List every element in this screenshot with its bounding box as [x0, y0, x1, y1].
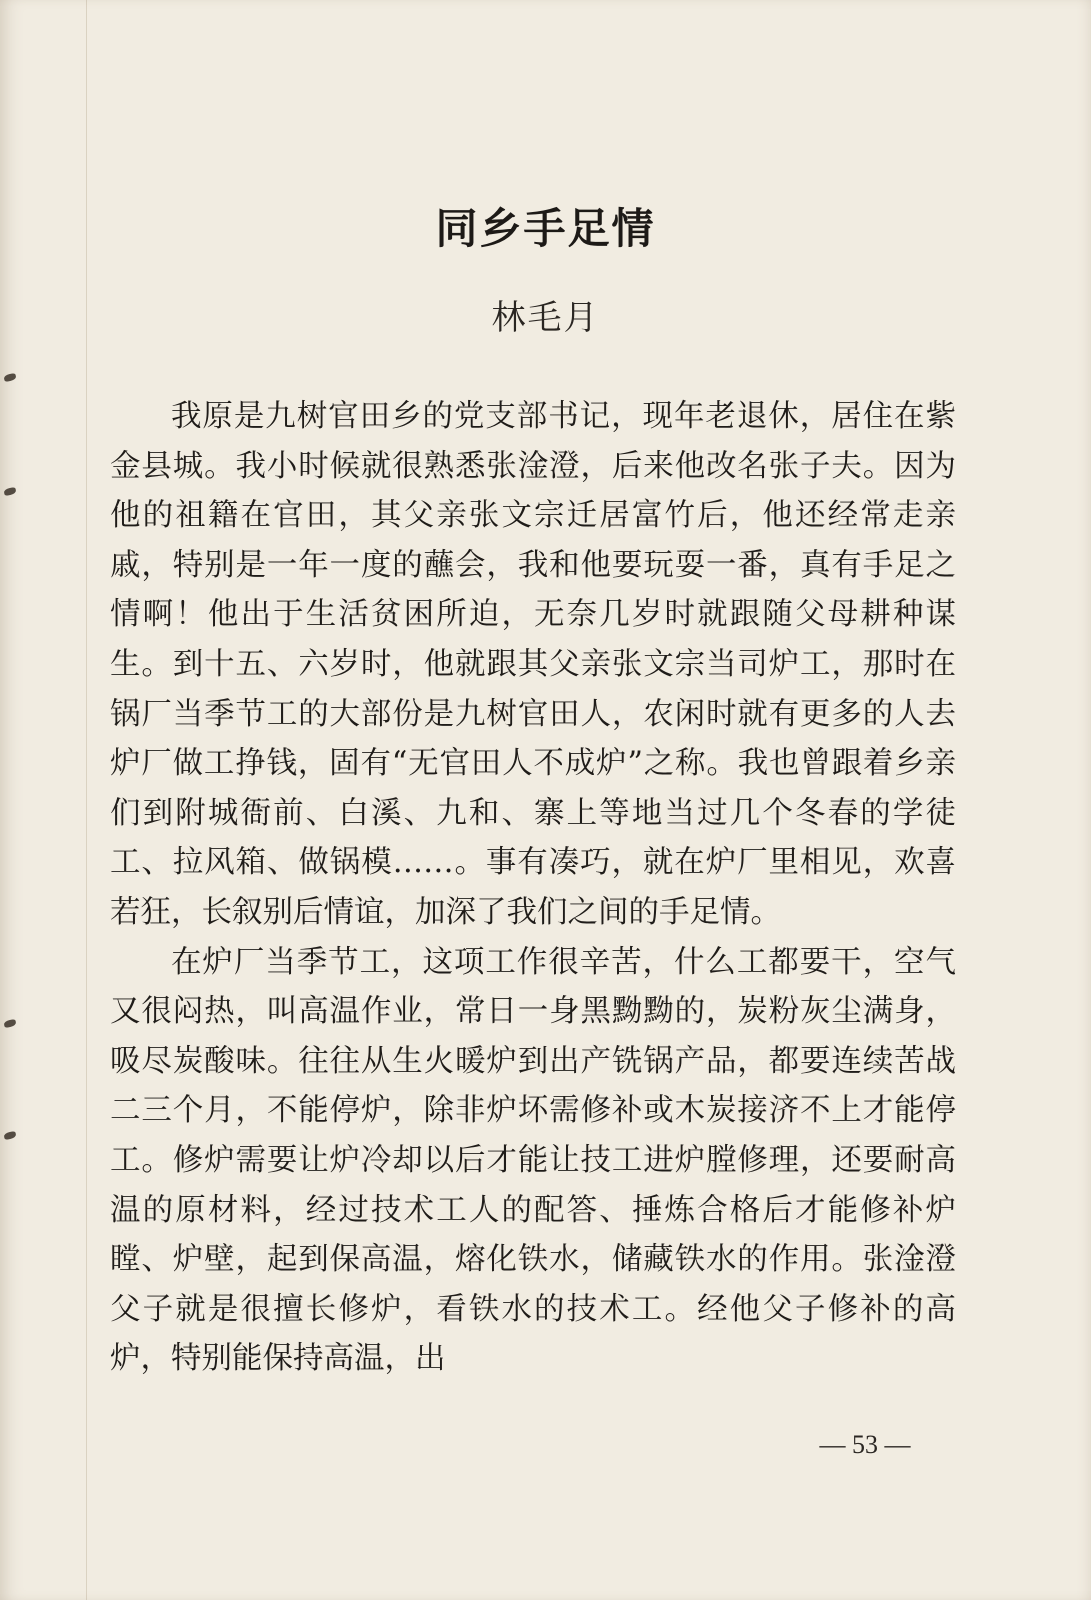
binding-hole-mark: [3, 1131, 16, 1140]
binding-hole-mark: [3, 1019, 16, 1028]
article-body: [110, 392, 956, 1384]
page-number: — 53 —: [819, 1430, 911, 1459]
paragraph: 在炉厂当季节工，这项工作很辛苦，什么工都要干，空气又很闷热，叫高温作业，常日一身黑黝黝的，炭粉灰尘满身，吸尽炭酸味。往往从生火暖炉到出产铣锅产品，都要连续苦战二三个月，不能停炉，除非炉坏需修补或木炭接济不上才能停工。修炉需要让炉冷却以后才能让技工进炉膛修理，还要耐高温的原材料，经过技术工人的配答、捶炼合格后才能修补炉瞠、炉壁，起到保高温，熔化铁水，储藏铁水的作用。张淦澄父子就是很擅长修炉，看铁水的技术工。经他父子修补的高炉，特别能保持高温，出: [110, 944, 956, 1377]
binding-hole-mark: [3, 487, 16, 496]
paragraph: 我原是九树官田乡的党支部书记，现年老退休，居住在紫金县城。我小时候就很熟悉张淦澄，后来他改名张子夫。因为他的祖籍在官田，其父亲张文宗迁居富竹后，他还经常走亲戚，特别是一年一度的蘸会，我和他要玩耍一番，真有手足之情啊！他出于生活贫困所迫，无奈几岁时就跟随父母耕种谋生。到十五、六岁时，他就跟其父亲张文宗当司炉工，那时在锅厂当季节工的大部份是九树官田人，农闲时就有更多的人去炉厂做工挣钱，固有“无官田人不成炉”之称。我也曾跟着乡亲们到附城衙前、白溪、九和、寨上等地当过几个冬春的学徒工、拉风箱、做锅模……。事有凑巧，就在炉厂里相见，欢喜若狂，长叙别后情谊，加深了我们之间的手足情。: [110, 399, 956, 930]
article-author: 林毛月: [491, 298, 600, 338]
binding-hole-mark: [3, 373, 16, 382]
article-title: 同乡手足情: [435, 204, 656, 253]
